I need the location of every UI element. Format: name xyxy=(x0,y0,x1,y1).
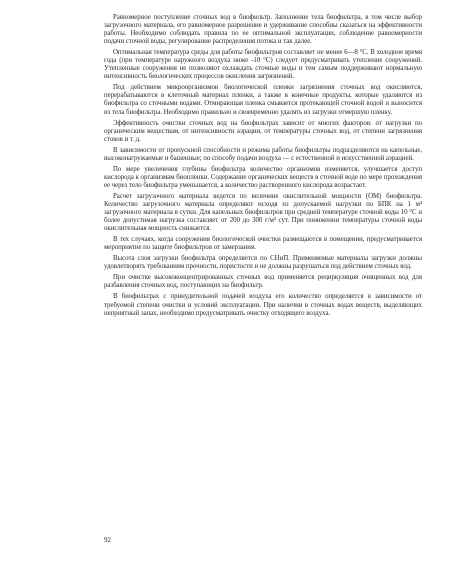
paragraph: В тех случаях, когда сооружения биологической очистки размещаются в помещении, предусматривается мероприятие по защите биофильтров от замерзания. xyxy=(104,236,422,252)
page-number: 92 xyxy=(104,536,111,544)
paragraph: Оптимальная температура среды для работы биофильтров составляет не менее 6—8 °С. В холодное время года (при температуре наружного воздуха ниже -10 °С) следует предусматривать утепление сооружений. Утепленные сооружения не позволяют охлаждать сточные воды и тем самым поддерживают нормальную интенсивность биологических процессов окисления загрязнений. xyxy=(104,49,422,81)
paragraph: Эффективность очистки сточных вод на биофильтрах зависит от многих факторов: от нагрузки по органическим веществам, от интенсивности аэрации, от температуры сточных вод, от степени загрязнения стоков и т. д. xyxy=(104,119,422,143)
paragraph: По мере увеличения глубины биофильтра количество организмов изменяется, улучшается доступ кислорода к организмам биопленки. Содержание органических веществ в сточной воде по мере прохождения ее через тело биофильтра уменьшается, а количество растворенного кислорода возрастает. xyxy=(104,165,422,189)
paragraph: Высота слоя загрузки биофильтра определяется по СНиП. Применяемые материалы загрузки должны удовлетворять требованиям прочности, пористости и не должны разрушаться под действием сточных вод. xyxy=(104,255,422,271)
paragraph: В биофильтрах с принудительной подачей воздуха его количество определяется в зависимости от требуемой степени очистки и условий эксплуатации. При наличии в сточных водах веществ, выделяющих неприятный запах, необходимо предусматривать очистку отходящего воздуха. xyxy=(104,293,422,317)
text-column xyxy=(104,14,422,321)
paragraph: В зависимости от пропускной способности и режима работы биофильтры подразделяются на капельные, высоконагружаемые и башенные; по способу подачи воздуха — с естественной и искусственной аэрацией. xyxy=(104,146,422,162)
paragraph: Равномерное поступление сточных вод в биофильтр. Заполнение тела биофильтра, в том числе выбор загрузочного материала, его равномерное разрешение и удерживание способны сказаться на эффективности работы. Необходимо соблюдать правила по ее оптимальной эксплуатации, соблюдение равномерности подачи сточной воды, регулирование распределения потока и так далее. xyxy=(104,14,422,46)
paragraph: При очистке высококонцентрированных сточных вод применяется рециркуляция очищенных вод для разбавления сточных вод, поступающих на биофильтр. xyxy=(104,274,422,290)
paragraph: Под действием микроорганизмов биологической пленки загрязнения сточных вод окисляются, перерабатываются в клеточный материал пленки, а также в конечные продукты, которые удаляются из биофильтра со сточными водами. Отмирающая пленка смывается протекающей сточной водой и выносится из тела биофильтра. Необходимо правильно и своевременно удалять из загрузки отмершую пленку. xyxy=(104,84,422,116)
paragraph: Расчет загрузочного материала ведется по величине окислительной мощности (ОМ) биофильтра. Количество загрузочного материала определяют исходя из допускаемой нагрузки по БПК на 1 м³ загрузочного материала в сутки. Для капельных биофильтров при средней температуре сточной воды 10 °С и более допустимая нагрузка составляет от 200 до 300 г/м³ сут. При понижении температуры сточной воды окислительная мощность снижается. xyxy=(104,192,422,233)
